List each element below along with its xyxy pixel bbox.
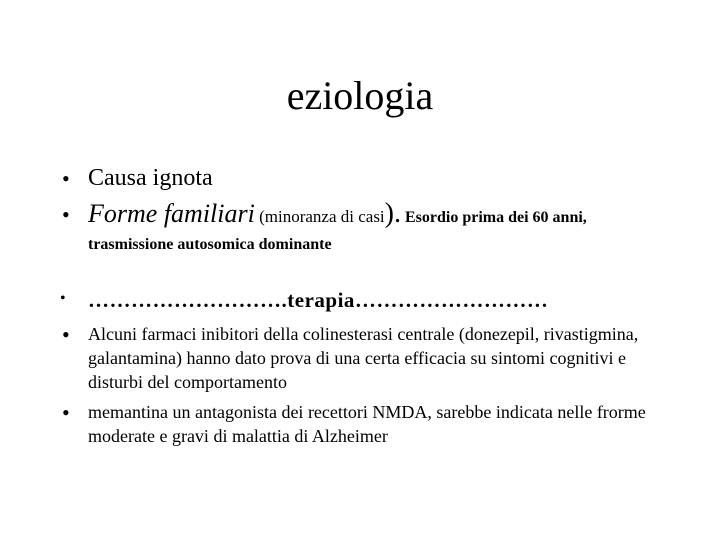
slide-title: eziologia [286, 73, 434, 118]
bullet-text: Causa ignota [88, 165, 213, 191]
bullet-marker: • [62, 166, 70, 191]
bullet-marker: • [62, 202, 70, 227]
bullet-text-line1 [88, 196, 587, 236]
bullet-text-paren: (minoranza di casi [254, 207, 385, 226]
bullet-text-close: ). [384, 198, 401, 229]
bullet-text-bold: Esordio prima dei 60 anni, [400, 209, 587, 226]
bullet-marker: • [60, 290, 66, 307]
bullet-text: ……………………….terapia……………………… [88, 288, 549, 312]
bullet-text: memantina un antagonista dei recettori NMDA, sarebbe indicata nelle frorme moderate e gravi di malattia di Alzheimer [88, 402, 646, 446]
bullet-marker: • [62, 322, 70, 347]
bullet-marker: • [62, 400, 70, 425]
bullet-text-line2: trasmissione autosomica dominante [88, 236, 332, 253]
bullet-text: Alcuni farmaci inibitori della colinesterasi centrale (donezepil, rivastigmina, galantamina) hanno dato prova di una certa efficacia su sintomi cognitivi e disturbi del comportamento [88, 324, 639, 392]
bullet-text-italic: Forme familiari [88, 199, 255, 228]
